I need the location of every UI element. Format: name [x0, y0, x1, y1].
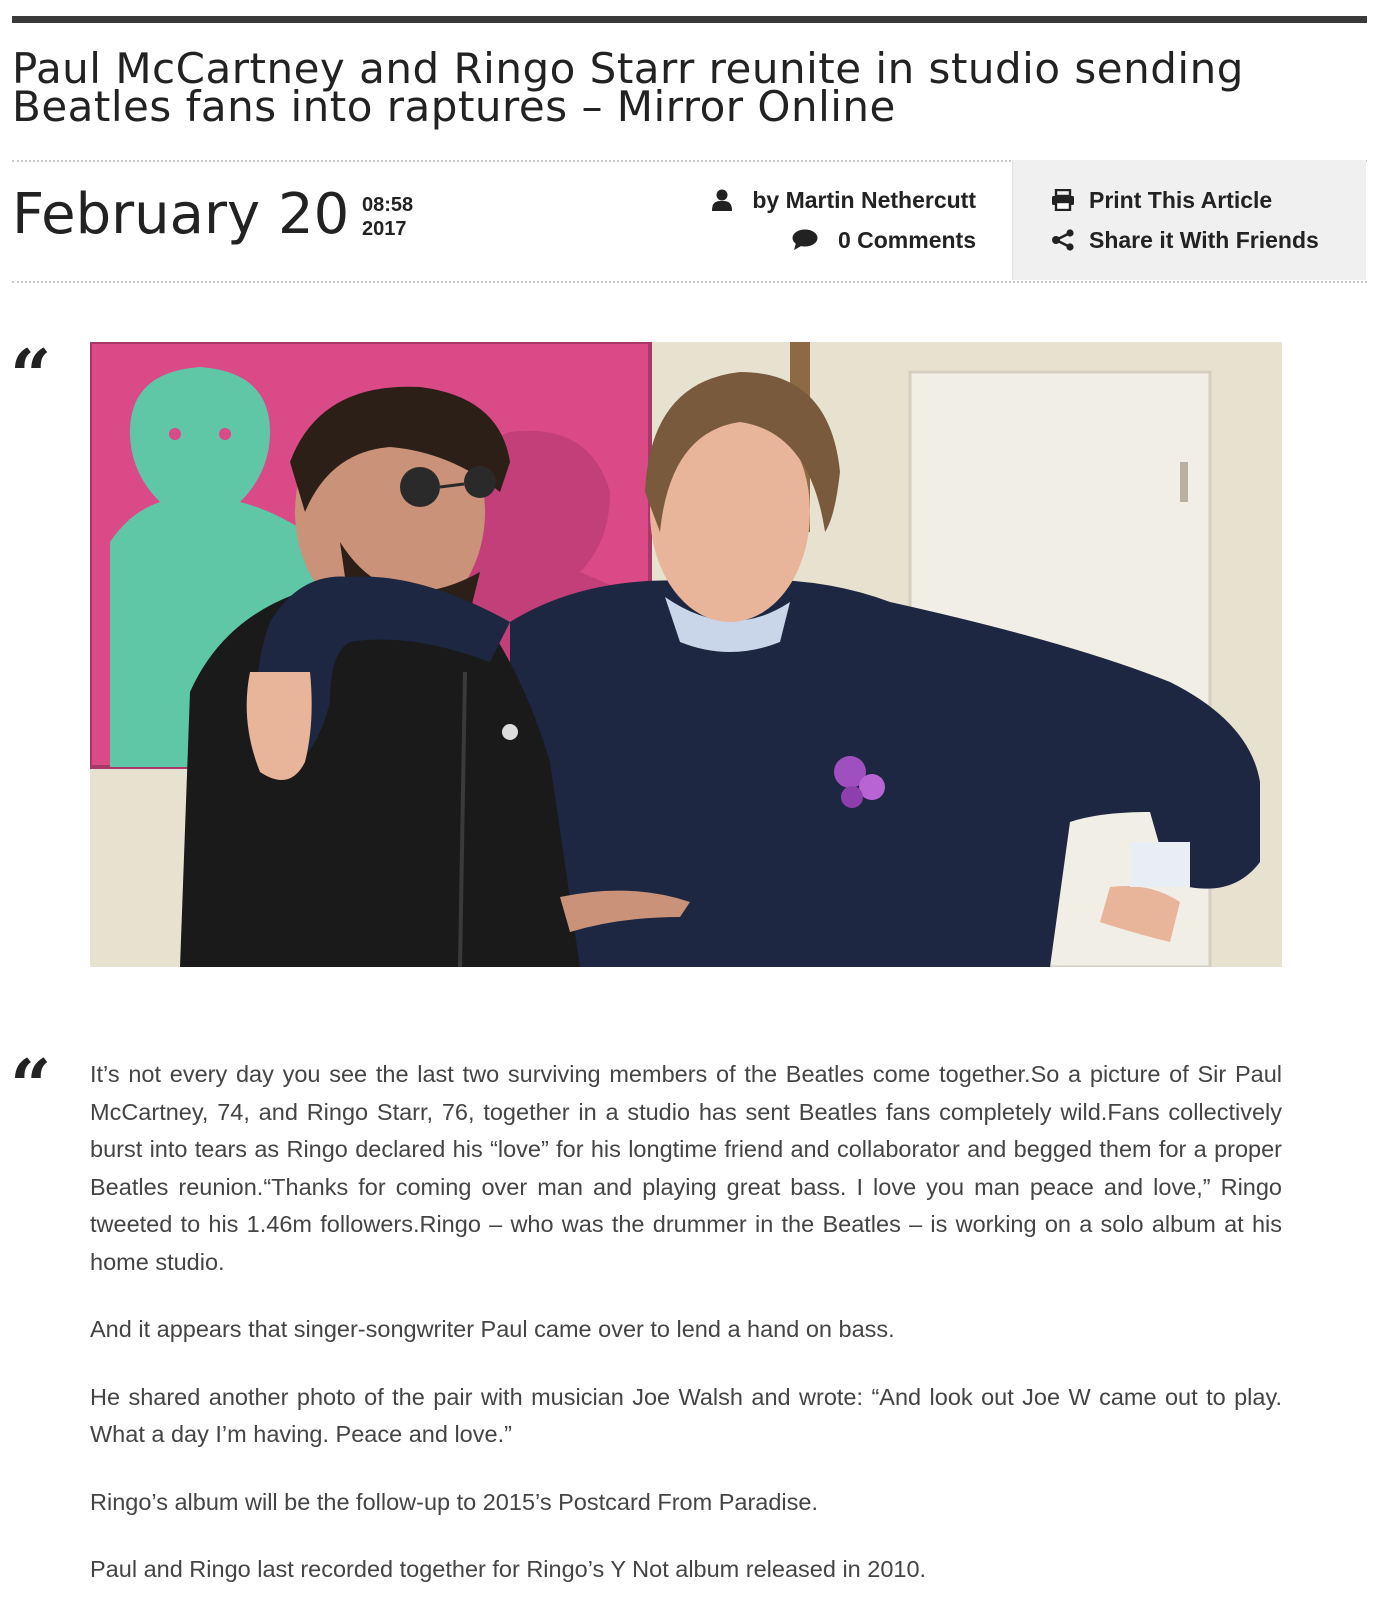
share-article-label[interactable]: Share it With Friends: [1089, 227, 1319, 253]
comments-line[interactable]: [792, 226, 976, 254]
article-paragraph: He shared another photo of the pair with musician Joe Walsh and wrote: “And look out Joe W came out to play. What a day I’m having. Peace and love.”: [90, 1383, 1282, 1447]
photo-illustration: [90, 342, 1282, 967]
article-body: [90, 1056, 1282, 1619]
article-title: Paul McCartney and Ringo Starr reunite in studio sending Beatles fans into raptures – Mirror Online: [12, 44, 1244, 131]
author-line[interactable]: [712, 186, 976, 214]
divider-bottom: [12, 281, 1367, 283]
print-article-label[interactable]: Print This Article: [1089, 187, 1273, 213]
article-year: 2017: [362, 218, 407, 240]
article-photo: [90, 342, 1282, 967]
article-paragraph: Ringo’s album will be the follow-up to 2015’s Postcard From Paradise.: [90, 1488, 818, 1515]
user-icon: [712, 189, 732, 211]
quote-mark-image: “: [10, 333, 52, 418]
article-paragraph: Paul and Ringo last recorded together for Ringo’s Y Not album released in 2010.: [90, 1556, 927, 1582]
article-paragraph: And it appears that singer-songwriter Paul came over to lend a hand on bass.: [90, 1316, 895, 1342]
share-article-link[interactable]: [1051, 226, 1319, 254]
article-paragraph: It’s not every day you see the last two surviving members of the Beatles come together.So a picture of Sir Paul McCartney, 74, and Ringo Starr, 76, together in a studio has sent Beatles fans completely wild.Fans collectively burst into tears as Ringo declared his “love” for his longtime friend and collaborator and begged them for a proper Beatles reunion.“Thanks for coming over man and playing great bass. I love you man peace and love,” Ringo tweeted to his 1.46m followers.Ringo – who was the drummer in the Beatles – is working on a solo album at his home studio.: [90, 1061, 1282, 1275]
article-time-year: [362, 193, 413, 241]
article-date: February 20: [12, 182, 350, 247]
comments-count[interactable]: 0 Comments: [837, 227, 976, 253]
print-article-link[interactable]: [1051, 186, 1272, 214]
header-rule: [12, 16, 1367, 23]
comment-icon: [792, 229, 818, 251]
share-icon: [1051, 229, 1075, 251]
article-time: 08:58: [362, 194, 414, 216]
quote-mark-text: “: [10, 1043, 52, 1128]
article-actions: [1012, 160, 1366, 280]
print-icon: [1051, 189, 1075, 211]
author-name[interactable]: by Martin Nethercutt: [752, 187, 976, 213]
